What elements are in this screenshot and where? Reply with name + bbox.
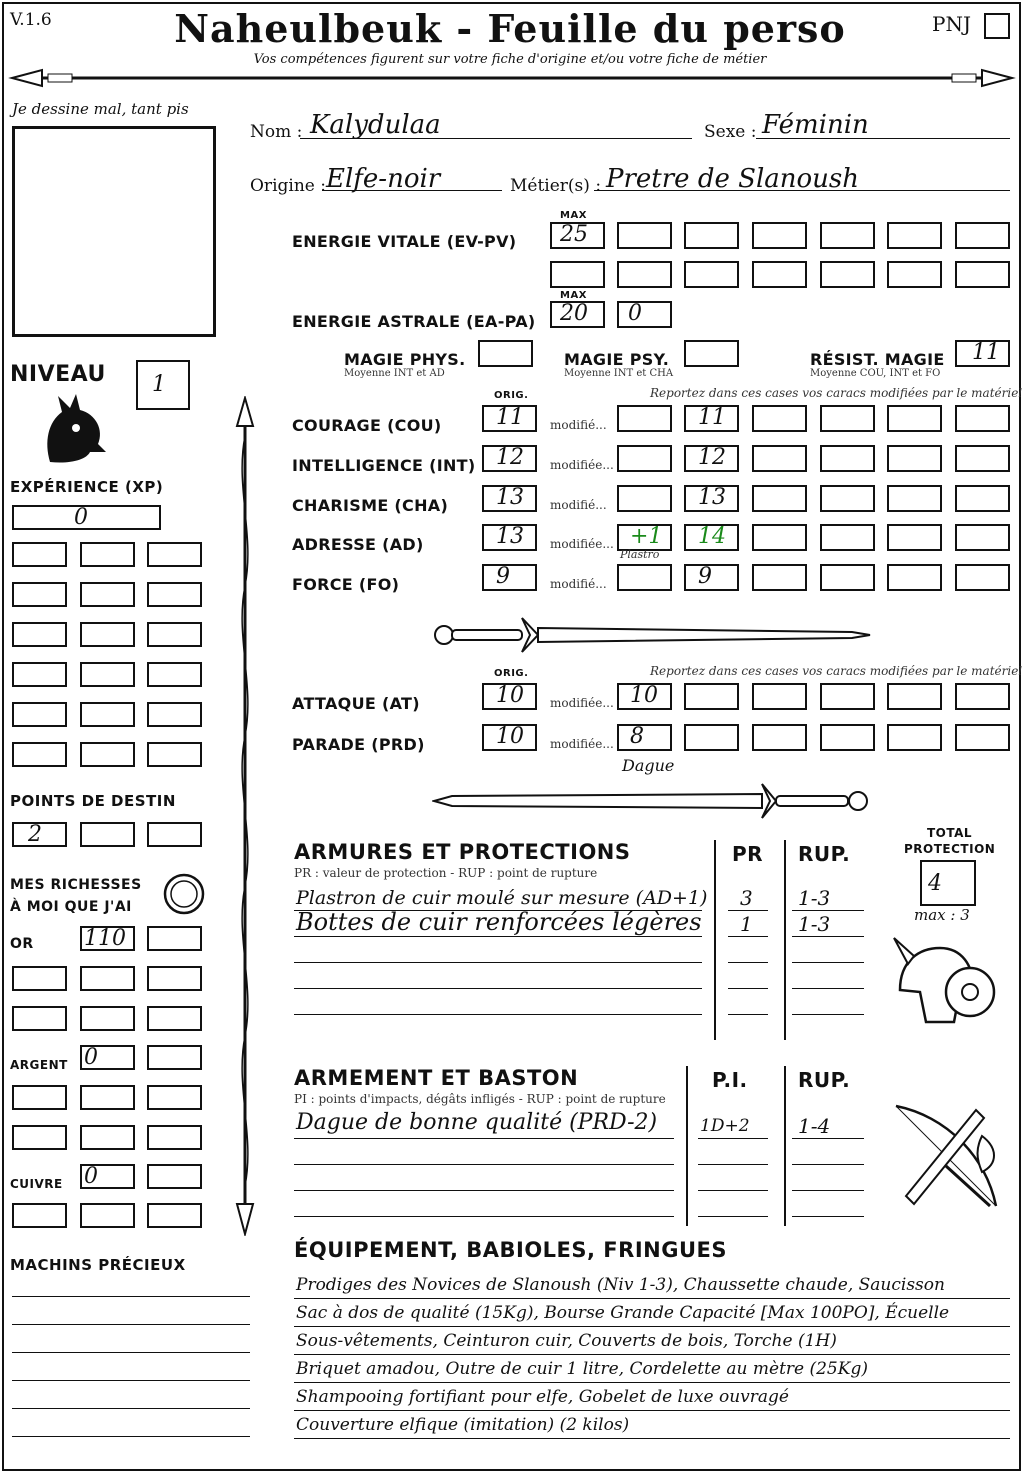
ev-box[interactable] — [550, 261, 605, 288]
metier-label: Métier(s) : — [510, 176, 602, 196]
ad-mod-note: Plastro — [620, 548, 660, 561]
weapon-line[interactable] — [294, 1190, 674, 1191]
xp-grid-box[interactable] — [80, 662, 135, 687]
armor-pr-line[interactable] — [728, 1014, 768, 1015]
xp-value: 0 — [74, 505, 88, 530]
combat-box[interactable] — [820, 683, 875, 710]
origine-label: Origine : — [250, 176, 326, 196]
weapon-item-rup[interactable]: 1-4 — [798, 1114, 831, 1138]
cuivre-box-3[interactable] — [12, 1203, 67, 1228]
ev-box[interactable] — [820, 222, 875, 249]
equipment-item[interactable]: Briquet amadou, Outre de cuir 1 litre, Cordelette au mètre (25Kg) — [296, 1359, 868, 1379]
weapon-rup-line[interactable] — [792, 1164, 864, 1165]
armor-rup-line[interactable] — [792, 962, 864, 963]
cuivre-label: CUIVRE — [10, 1177, 63, 1191]
spear-divider — [8, 66, 1016, 90]
weapon-pi-line[interactable] — [698, 1164, 768, 1165]
carac-orig-value: 12 — [496, 445, 524, 470]
argent-value: 0 — [84, 1045, 98, 1070]
combat-report-note: Reportez dans ces cases vos caracs modifiées par le matériel — [650, 664, 1023, 678]
equipment-item[interactable]: Couverture elfique (imitation) (2 kilos) — [296, 1415, 630, 1435]
carac-final-value: 9 — [698, 564, 712, 589]
carac-orig-value: 9 — [496, 564, 510, 589]
cuivre-box-2[interactable] — [147, 1164, 202, 1189]
ev-box[interactable] — [752, 261, 807, 288]
carac-box[interactable] — [887, 564, 942, 591]
equipment-title: ÉQUIPEMENT, BABIOLES, FRINGUES — [294, 1238, 727, 1262]
or-grid-box[interactable] — [147, 966, 202, 991]
xp-grid-box[interactable] — [80, 542, 135, 567]
armor-item-pr[interactable]: 3 — [740, 886, 753, 910]
xp-grid-box[interactable] — [147, 702, 202, 727]
prd-mod-value: 8 — [630, 724, 644, 749]
weapons-divider-1 — [686, 1066, 688, 1226]
ev-box[interactable] — [887, 261, 942, 288]
cuivre-value: 0 — [84, 1164, 98, 1189]
sexe-value[interactable]: Féminin — [762, 110, 869, 140]
carac-mod-text: modifiée... — [550, 458, 614, 472]
weapons-divider-2 — [784, 1066, 786, 1226]
armor-item-rup[interactable]: 1-3 — [798, 912, 831, 936]
weapons-note: PI : points d'impacts, dégâts infligés - RUP : point de rupture — [294, 1092, 666, 1106]
xp-grid-box[interactable] — [147, 622, 202, 647]
carac-mod-box[interactable] — [617, 445, 672, 472]
carac-box[interactable] — [752, 564, 807, 591]
carac-box[interactable] — [955, 564, 1010, 591]
armor-rup-line[interactable] — [792, 910, 864, 911]
carac-mod-text: modifié... — [550, 577, 607, 591]
xp-grid-box[interactable] — [147, 662, 202, 687]
destin-box-2[interactable] — [80, 822, 135, 847]
at-label: ATTAQUE (AT) — [292, 694, 420, 713]
magie-phys-box[interactable] — [478, 340, 533, 367]
argent-label: ARGENT — [10, 1058, 68, 1072]
or-value: 110 — [84, 926, 126, 951]
prd-mod-text: modifiée... — [550, 737, 614, 751]
wealth-label-2: À MOI QUE J'AI — [10, 899, 132, 915]
ea-current-value: 0 — [628, 301, 642, 326]
xp-grid-box[interactable] — [80, 622, 135, 647]
at-mod-text: modifiée... — [550, 696, 614, 710]
sword-icon — [432, 778, 872, 824]
equipment-item[interactable]: Sous-vêtements, Ceinturon cuir, Couverts de bois, Torche (1H) — [296, 1331, 837, 1351]
magie-psy-note: Moyenne INT et CHA — [564, 368, 674, 379]
carac-final-value: 11 — [698, 405, 726, 430]
argent-grid-box[interactable] — [12, 1085, 67, 1110]
xp-grid-box[interactable] — [12, 622, 67, 647]
weapon-item-name[interactable]: Dague de bonne qualité (PRD-2) — [296, 1110, 658, 1135]
at-orig-value: 10 — [496, 683, 524, 708]
machins-label: MACHINS PRÉCIEUX — [10, 1256, 186, 1274]
ev-box[interactable] — [955, 222, 1010, 249]
argent-grid-box[interactable] — [147, 1125, 202, 1150]
total-protection-note: max : 3 — [914, 906, 970, 924]
carac-box[interactable] — [820, 524, 875, 551]
xp-grid-box[interactable] — [12, 582, 67, 607]
armor-rup-line[interactable] — [792, 1014, 864, 1015]
xp-grid-box[interactable] — [80, 742, 135, 767]
magie-psy-box[interactable] — [684, 340, 739, 367]
carac-mod-text: modifié... — [550, 418, 607, 432]
weapon-line[interactable] — [294, 1216, 674, 1217]
carac-box[interactable] — [752, 405, 807, 432]
carac-label: COURAGE (COU) — [292, 416, 442, 435]
carac-box[interactable] — [887, 445, 942, 472]
carac-final-value: 13 — [698, 485, 726, 510]
ev-box[interactable] — [684, 261, 739, 288]
weapon-rup-line[interactable] — [792, 1216, 864, 1217]
weapon-rup-line[interactable] — [792, 1190, 864, 1191]
carac-box[interactable] — [752, 524, 807, 551]
armor-item-pr[interactable]: 1 — [740, 912, 753, 936]
armor-pr-line[interactable] — [728, 988, 768, 989]
magie-psy-label: MAGIE PSY. — [564, 350, 670, 369]
total-protection-value: 4 — [928, 871, 942, 896]
weapon-pi-line[interactable] — [698, 1190, 768, 1191]
ev-box[interactable] — [617, 261, 672, 288]
nom-value[interactable]: Kalydulaa — [310, 110, 441, 140]
carac-box[interactable] — [955, 405, 1010, 432]
combat-box[interactable] — [684, 683, 739, 710]
nom-label: Nom : — [250, 122, 303, 142]
xp-grid-box[interactable] — [12, 702, 67, 727]
combat-box[interactable] — [887, 683, 942, 710]
armor-title: ARMURES ET PROTECTIONS — [294, 840, 631, 864]
carac-final-value: 14 — [698, 524, 726, 549]
machins-line[interactable] — [12, 1408, 250, 1409]
prd-mod-note: Dague — [622, 756, 675, 775]
carac-box[interactable] — [820, 405, 875, 432]
weapon-item-pi[interactable]: 1D+2 — [700, 1116, 750, 1136]
resist-magie-note: Moyenne COU, INT et FO — [810, 368, 941, 379]
or-grid-box[interactable] — [80, 966, 135, 991]
armor-item-rup[interactable]: 1-3 — [798, 886, 831, 910]
xp-grid-box[interactable] — [12, 662, 67, 687]
combat-box[interactable] — [887, 724, 942, 751]
prd-label: PARADE (PRD) — [292, 735, 425, 754]
prd-mod-box[interactable] — [617, 724, 672, 751]
sheet-title: Naheulbeuk - Feuille du perso — [174, 6, 846, 51]
sheet-subtitle: Vos compétences figurent sur votre fiche d'origine et/ou votre fiche de métier — [253, 52, 767, 67]
armor-pr-line[interactable] — [728, 962, 768, 963]
prd-orig-value: 10 — [496, 724, 524, 749]
xp-label: EXPÉRIENCE (XP) — [10, 478, 164, 496]
carac-box[interactable] — [955, 485, 1010, 512]
combat-box[interactable] — [820, 724, 875, 751]
total-label-1: TOTAL — [927, 826, 973, 840]
argent-grid-box[interactable] — [12, 1125, 67, 1150]
combat-box[interactable] — [752, 683, 807, 710]
carac-label: CHARISME (CHA) — [292, 496, 449, 515]
equipment-line[interactable] — [294, 1410, 1010, 1411]
carac-box[interactable] — [887, 405, 942, 432]
pnj-checkbox[interactable] — [984, 13, 1010, 39]
or-label: OR — [10, 936, 34, 952]
destin-value: 2 — [28, 822, 42, 847]
dragon-icon — [40, 392, 106, 464]
combat-box[interactable] — [955, 683, 1010, 710]
equipment-item[interactable]: Prodiges des Novices de Slanoush (Niv 1-3), Chaussette chaude, Saucisson — [296, 1275, 945, 1295]
pnj-label: PNJ — [932, 12, 971, 36]
armor-item-name[interactable]: Bottes de cuir renforcées légères — [296, 908, 702, 936]
ev-max-label: MAX — [560, 210, 587, 221]
carac-mod-text: modifiée... — [550, 537, 614, 551]
caracs-report-note: Reportez dans ces cases vos caracs modifiées par le matériel — [650, 386, 1023, 400]
resist-magie-value: 11 — [972, 340, 1000, 365]
version-label: V.1.6 — [10, 10, 52, 30]
destin-label: POINTS DE DESTIN — [10, 792, 176, 810]
cuivre-box-5[interactable] — [147, 1203, 202, 1228]
ev-label: ENERGIE VITALE (EV-PV) — [292, 232, 517, 251]
weapon-rup-line[interactable] — [792, 1138, 864, 1139]
total-label-2: PROTECTION — [904, 842, 996, 856]
or-grid-box[interactable] — [147, 1006, 202, 1031]
machins-line[interactable] — [12, 1380, 250, 1381]
portrait-caption: Je dessine mal, tant pis — [12, 100, 189, 118]
carac-label: FORCE (FO) — [292, 575, 400, 594]
carac-box[interactable] — [887, 485, 942, 512]
equipment-line[interactable] — [294, 1326, 1010, 1327]
carac-mod-value: +1 — [630, 524, 663, 549]
equipment-line[interactable] — [294, 1382, 1010, 1383]
weapons-rup-header: RUP. — [798, 1068, 851, 1092]
xp-grid-box[interactable] — [80, 702, 135, 727]
coin-icon — [162, 872, 206, 916]
weapons-title: ARMEMENT ET BASTON — [294, 1066, 579, 1090]
xp-grid-box[interactable] — [80, 582, 135, 607]
carac-final-value: 12 — [698, 445, 726, 470]
destin-box-3[interactable] — [147, 822, 202, 847]
carac-box[interactable] — [752, 445, 807, 472]
equipment-line[interactable] — [294, 1298, 1010, 1299]
armor-pr-header: PR — [732, 842, 764, 866]
weapons-pi-header: P.I. — [712, 1068, 748, 1092]
magie-phys-label: MAGIE PHYS. — [344, 350, 466, 369]
xp-grid-box[interactable] — [12, 542, 67, 567]
equipment-line[interactable] — [294, 1438, 1010, 1439]
ea-max-label: MAX — [560, 290, 587, 301]
xp-grid-box[interactable] — [12, 742, 67, 767]
armor-pr-line[interactable] — [728, 936, 768, 937]
ev-box[interactable] — [752, 222, 807, 249]
carac-box[interactable] — [820, 485, 875, 512]
helmet-shield-icon — [890, 930, 1000, 1036]
wealth-label-1: MES RICHESSES — [10, 877, 142, 893]
at-mod-value: 10 — [630, 683, 658, 708]
carac-box[interactable] — [820, 564, 875, 591]
weapon-line[interactable] — [294, 1138, 674, 1139]
carac-mod-box[interactable] — [617, 485, 672, 512]
weapons-icon — [886, 1096, 1006, 1216]
ev-box[interactable] — [617, 222, 672, 249]
ea-max-value: 20 — [560, 301, 588, 326]
xp-grid-box[interactable] — [147, 542, 202, 567]
xp-grid-box[interactable] — [147, 582, 202, 607]
machins-line[interactable] — [12, 1436, 250, 1437]
ev-box[interactable] — [684, 222, 739, 249]
machins-line[interactable] — [12, 1324, 250, 1325]
carac-mod-box[interactable] — [617, 405, 672, 432]
argent-grid-box[interactable] — [147, 1085, 202, 1110]
combat-box[interactable] — [752, 724, 807, 751]
magie-phys-note: Moyenne INT et AD — [344, 368, 445, 379]
ea-label: ENERGIE ASTRALE (EA-PA) — [292, 312, 536, 331]
armor-pr-line[interactable] — [728, 910, 768, 911]
carac-orig-value: 11 — [496, 405, 524, 430]
armor-rup-line[interactable] — [792, 936, 864, 937]
armor-line[interactable] — [294, 936, 702, 937]
carac-box[interactable] — [887, 524, 942, 551]
machins-line[interactable] — [12, 1296, 250, 1297]
armor-line[interactable] — [294, 988, 702, 989]
armor-rup-header: RUP. — [798, 842, 851, 866]
ev-box[interactable] — [820, 261, 875, 288]
origine-value[interactable]: Elfe-noir — [326, 164, 441, 194]
argent-box-2[interactable] — [147, 1045, 202, 1070]
spear-icon — [228, 396, 262, 1236]
combat-box[interactable] — [955, 724, 1010, 751]
niveau-value: 1 — [152, 372, 166, 397]
weapon-line[interactable] — [294, 1164, 674, 1165]
weapon-pi-line[interactable] — [698, 1216, 768, 1217]
armor-note: PR : valeur de protection - RUP : point de rupture — [294, 866, 598, 880]
carac-mod-box[interactable] — [617, 564, 672, 591]
equipment-item[interactable]: Shampooing fortifiant pour elfe, Gobelet de luxe ouvragé — [296, 1387, 789, 1407]
ev-max-value: 25 — [560, 222, 588, 247]
carac-box[interactable] — [955, 524, 1010, 551]
carac-label: ADRESSE (AD) — [292, 535, 424, 554]
niveau-label: NIVEAU — [10, 362, 106, 387]
armor-item-name[interactable]: Plastron de cuir moulé sur mesure (AD+1) — [296, 887, 708, 909]
metier-value[interactable]: Pretre de Slanoush — [606, 164, 859, 194]
equipment-item[interactable]: Sac à dos de qualité (15Kg), Bourse Grande Capacité [Max 100PO], Écuelle — [296, 1303, 950, 1323]
weapon-pi-line[interactable] — [698, 1138, 768, 1139]
or-box-2[interactable] — [147, 926, 202, 951]
carac-orig-value: 13 — [496, 485, 524, 510]
or-grid-box[interactable] — [80, 1006, 135, 1031]
or-grid-box[interactable] — [12, 966, 67, 991]
argent-grid-box[interactable] — [80, 1125, 135, 1150]
sexe-label: Sexe : — [704, 122, 757, 142]
ev-box[interactable] — [887, 222, 942, 249]
carac-box[interactable] — [752, 485, 807, 512]
armor-divider-2 — [784, 840, 786, 1040]
armor-line[interactable] — [294, 962, 702, 963]
armor-line[interactable] — [294, 1014, 702, 1015]
caracs-orig-label: ORIG. — [494, 390, 529, 401]
carac-box[interactable] — [955, 445, 1010, 472]
ev-box[interactable] — [955, 261, 1010, 288]
carac-label: INTELLIGENCE (INT) — [292, 456, 476, 475]
carac-mod-text: modifié... — [550, 498, 607, 512]
equipment-line[interactable] — [294, 1354, 1010, 1355]
or-grid-box[interactable] — [12, 1006, 67, 1031]
carac-orig-value: 13 — [496, 524, 524, 549]
sword-icon — [432, 612, 872, 658]
combat-box[interactable] — [684, 724, 739, 751]
resist-magie-label: RÉSIST. MAGIE — [810, 350, 945, 369]
machins-line[interactable] — [12, 1352, 250, 1353]
ea-current-box[interactable] — [617, 301, 672, 328]
xp-grid-box[interactable] — [147, 742, 202, 767]
argent-grid-box[interactable] — [80, 1085, 135, 1110]
carac-box[interactable] — [820, 445, 875, 472]
armor-divider-1 — [714, 840, 716, 1040]
portrait-box[interactable] — [12, 126, 216, 337]
cuivre-box-4[interactable] — [80, 1203, 135, 1228]
armor-rup-line[interactable] — [792, 988, 864, 989]
combat-orig-label: ORIG. — [494, 668, 529, 679]
